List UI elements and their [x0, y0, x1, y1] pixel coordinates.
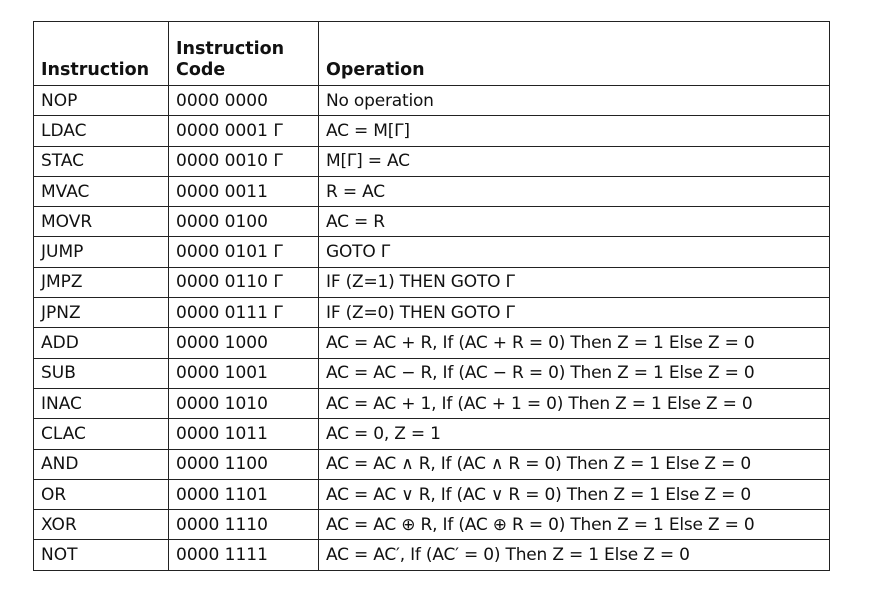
cell-instruction: SUB	[34, 358, 169, 388]
cell-instruction: LDAC	[34, 116, 169, 146]
cell-operation: AC = M[Γ]	[319, 116, 830, 146]
cell-operation: AC = AC ∨ R, If (AC ∨ R = 0) Then Z = 1 Else Z = 0	[319, 479, 830, 509]
cell-operation: No operation	[319, 86, 830, 116]
table-body	[34, 86, 830, 571]
table-row	[34, 510, 830, 540]
table-row	[34, 388, 830, 418]
table-row	[34, 328, 830, 358]
header-operation	[319, 22, 830, 86]
table-row	[34, 237, 830, 267]
cell-operation: AC = AC ⊕ R, If (AC ⊕ R = 0) Then Z = 1 Else Z = 0	[319, 510, 830, 540]
cell-operation: GOTO Γ	[319, 237, 830, 267]
cell-operation: M[Γ] = AC	[319, 146, 830, 176]
cell-operation: R = AC	[319, 176, 830, 206]
cell-code: 0000 1111	[169, 540, 319, 570]
table-row	[34, 419, 830, 449]
cell-operation: AC = AC′, If (AC′ = 0) Then Z = 1 Else Z = 0	[319, 540, 830, 570]
cell-code: 0000 1011	[169, 419, 319, 449]
cell-instruction: OR	[34, 479, 169, 509]
cell-instruction: ADD	[34, 328, 169, 358]
cell-code: 0000 0111 Γ	[169, 298, 319, 328]
cell-code: 0000 1101	[169, 479, 319, 509]
header-instruction-label: Instruction	[41, 60, 150, 80]
header-code-line2: Code	[176, 60, 226, 80]
header-code-line1: Instruction	[176, 39, 285, 59]
cell-operation: AC = AC + R, If (AC + R = 0) Then Z = 1 Else Z = 0	[319, 328, 830, 358]
cell-operation: IF (Z=0) THEN GOTO Γ	[319, 298, 830, 328]
cell-code: 0000 1000	[169, 328, 319, 358]
cell-code: 0000 0001 Γ	[169, 116, 319, 146]
cell-instruction: MVAC	[34, 176, 169, 206]
cell-operation: IF (Z=1) THEN GOTO Γ	[319, 267, 830, 297]
table-row	[34, 540, 830, 570]
table-row	[34, 207, 830, 237]
cell-code: 0000 0110 Γ	[169, 267, 319, 297]
cell-instruction: NOP	[34, 86, 169, 116]
header-row	[34, 22, 830, 86]
cell-instruction: JMPZ	[34, 267, 169, 297]
cell-code: 0000 1010	[169, 388, 319, 418]
table-row	[34, 86, 830, 116]
table-row	[34, 298, 830, 328]
cell-operation: AC = AC + 1, If (AC + 1 = 0) Then Z = 1 Else Z = 0	[319, 388, 830, 418]
cell-operation: AC = AC ∧ R, If (AC ∧ R = 0) Then Z = 1 Else Z = 0	[319, 449, 830, 479]
cell-instruction: AND	[34, 449, 169, 479]
cell-instruction: STAC	[34, 146, 169, 176]
cell-instruction: MOVR	[34, 207, 169, 237]
cell-code: 0000 0000	[169, 86, 319, 116]
table-row	[34, 449, 830, 479]
cell-operation: AC = R	[319, 207, 830, 237]
table-row	[34, 479, 830, 509]
cell-code: 0000 0011	[169, 176, 319, 206]
cell-operation: AC = 0, Z = 1	[319, 419, 830, 449]
cell-code: 0000 1001	[169, 358, 319, 388]
cell-instruction: NOT	[34, 540, 169, 570]
instruction-set-table	[33, 21, 830, 571]
cell-instruction: JPNZ	[34, 298, 169, 328]
header-instruction-code	[169, 22, 319, 86]
table-row	[34, 176, 830, 206]
cell-operation: AC = AC − R, If (AC − R = 0) Then Z = 1 Else Z = 0	[319, 358, 830, 388]
cell-instruction: INAC	[34, 388, 169, 418]
table-row	[34, 146, 830, 176]
table-row	[34, 116, 830, 146]
table-row	[34, 358, 830, 388]
cell-code: 0000 0100	[169, 207, 319, 237]
cell-code: 0000 1100	[169, 449, 319, 479]
cell-instruction: JUMP	[34, 237, 169, 267]
table-header	[34, 22, 830, 86]
cell-code: 0000 0010 Γ	[169, 146, 319, 176]
instruction-set-table-container	[33, 21, 829, 571]
cell-code: 0000 1110	[169, 510, 319, 540]
table-row	[34, 267, 830, 297]
cell-code: 0000 0101 Γ	[169, 237, 319, 267]
cell-instruction: XOR	[34, 510, 169, 540]
cell-instruction: CLAC	[34, 419, 169, 449]
header-operation-label: Operation	[326, 60, 425, 80]
header-instruction	[34, 22, 169, 86]
